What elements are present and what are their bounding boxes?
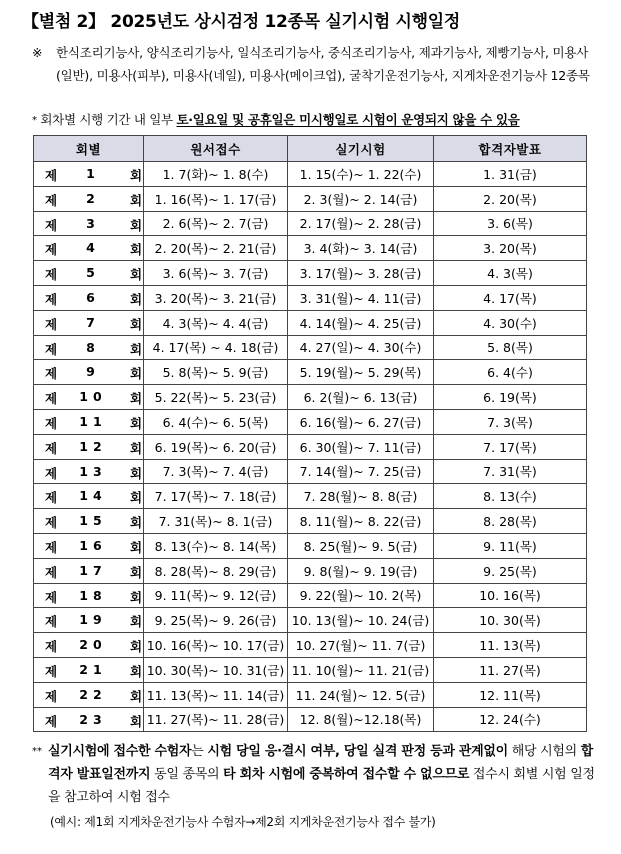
round-suffix: 회 xyxy=(130,341,143,357)
result-date: 3. 6(목) xyxy=(434,211,587,236)
round-prefix: 제 xyxy=(45,316,58,332)
application-period: 10. 30(목)~ 10. 31(금) xyxy=(144,657,288,682)
result-date: 2. 20(목) xyxy=(434,186,587,211)
round-suffix: 회 xyxy=(130,366,143,382)
round-suffix: 회 xyxy=(130,168,143,183)
round-prefix: 제 xyxy=(45,663,58,679)
round-number: 5 xyxy=(86,265,100,281)
round-suffix: 회 xyxy=(130,539,143,555)
application-period: 3. 6(목)~ 3. 7(금) xyxy=(144,261,288,286)
round-number: 6 xyxy=(86,289,100,305)
exam-period: 6. 16(월)~ 6. 27(금) xyxy=(288,409,434,434)
result-date: 1. 31(금) xyxy=(434,162,587,187)
round-suffix: 회 xyxy=(130,267,143,283)
round-suffix: 회 xyxy=(130,639,143,655)
exam-period: 2. 3(월)~ 2. 14(금) xyxy=(288,186,434,211)
application-period: 11. 27(목)~ 11. 28(금) xyxy=(144,707,288,732)
round-suffix: 회 xyxy=(130,217,143,233)
round-suffix: 회 xyxy=(130,663,143,679)
exam-period: 4. 14(월)~ 4. 25(금) xyxy=(288,310,434,335)
table-row xyxy=(34,211,587,236)
application-period: 1. 16(목)~ 1. 17(금) xyxy=(144,186,288,211)
round-suffix: 회 xyxy=(130,391,143,407)
exam-period: 10. 27(월)~ 11. 7(금) xyxy=(288,633,434,658)
round-cell xyxy=(34,335,144,360)
application-period: 5. 8(목)~ 5. 9(금) xyxy=(144,360,288,385)
round-number: 7 xyxy=(86,314,100,330)
double-asterisk-icon: ** xyxy=(32,746,42,757)
table-row xyxy=(34,236,587,261)
exam-period: 3. 17(월)~ 3. 28(금) xyxy=(288,261,434,286)
result-date: 5. 8(목) xyxy=(434,335,587,360)
round-suffix: 회 xyxy=(130,589,143,605)
table-row xyxy=(34,335,587,360)
footnote-part-6: 동일 종목의 xyxy=(150,767,224,782)
footnote-part-1: 실기시험에 접수한 수험자 xyxy=(48,744,192,759)
round-number: 20 xyxy=(79,637,107,653)
example-note: (예시: 제1회 지게차운전기능사 수험자→제2회 지게차운전기능사 접수 불가) xyxy=(50,815,436,829)
result-date: 4. 30(수) xyxy=(434,310,587,335)
round-suffix: 회 xyxy=(130,291,143,307)
table-row xyxy=(34,633,587,658)
round-number: 22 xyxy=(79,686,107,702)
round-suffix: 회 xyxy=(130,192,143,208)
round-prefix: 제 xyxy=(45,490,58,506)
round-cell xyxy=(34,484,144,509)
round-cell xyxy=(34,310,144,335)
round-suffix: 회 xyxy=(130,490,143,506)
round-prefix: 제 xyxy=(45,391,58,407)
round-prefix: 제 xyxy=(45,539,58,555)
exam-period: 11. 24(월)~ 12. 5(금) xyxy=(288,682,434,707)
round-cell xyxy=(34,682,144,707)
round-prefix: 제 xyxy=(45,688,58,704)
header-application: 원서접수 xyxy=(144,136,288,162)
table-row xyxy=(34,558,587,583)
result-date: 8. 13(수) xyxy=(434,484,587,509)
table-row xyxy=(34,533,587,558)
round-cell xyxy=(34,509,144,534)
round-suffix: 회 xyxy=(130,688,143,704)
round-cell xyxy=(34,162,144,187)
application-period: 8. 28(목)~ 8. 29(금) xyxy=(144,558,288,583)
exam-period: 5. 19(월)~ 5. 29(목) xyxy=(288,360,434,385)
round-cell xyxy=(34,360,144,385)
application-period: 7. 3(목)~ 7. 4(금) xyxy=(144,459,288,484)
round-number: 21 xyxy=(79,661,107,677)
table-row xyxy=(34,360,587,385)
round-cell xyxy=(34,583,144,608)
round-number: 3 xyxy=(86,215,100,231)
round-prefix: 제 xyxy=(45,639,58,655)
round-number: 14 xyxy=(79,488,107,504)
round-number: 18 xyxy=(79,587,107,603)
round-prefix: 제 xyxy=(45,415,58,431)
round-suffix: 회 xyxy=(130,316,143,332)
table-row xyxy=(34,509,587,534)
page-title: 【별첨 2】 2025년도 상시검정 12종목 실기시험 시행일정 xyxy=(22,12,461,32)
duplicate-application-footnote xyxy=(32,740,597,809)
round-prefix: 제 xyxy=(45,217,58,233)
round-number: 4 xyxy=(86,240,100,256)
round-number: 19 xyxy=(79,612,107,628)
result-date: 11. 13(목) xyxy=(434,633,587,658)
round-cell xyxy=(34,385,144,410)
footnote-part-4: 해당 시험의 xyxy=(507,744,581,759)
round-number: 23 xyxy=(79,711,107,727)
round-number: 13 xyxy=(79,463,107,479)
round-suffix: 회 xyxy=(130,515,143,531)
footnote-part-5: 합격자 발표일전까지 xyxy=(48,744,593,782)
result-date: 4. 3(목) xyxy=(434,261,587,286)
application-period: 8. 13(수)~ 8. 14(목) xyxy=(144,533,288,558)
target-items-note xyxy=(32,41,597,87)
result-date: 4. 17(목) xyxy=(434,285,587,310)
round-number: 9 xyxy=(86,364,100,380)
table-row xyxy=(34,707,587,732)
exam-period: 10. 13(월)~ 10. 24(금) xyxy=(288,608,434,633)
round-number: 2 xyxy=(86,190,100,206)
application-period: 4. 17(목) ~ 4. 18(금) xyxy=(144,335,288,360)
application-period: 2. 6(목)~ 2. 7(금) xyxy=(144,211,288,236)
round-number: 16 xyxy=(79,537,107,553)
result-date: 10. 30(목) xyxy=(434,608,587,633)
exam-period: 8. 25(월)~ 9. 5(금) xyxy=(288,533,434,558)
round-prefix: 제 xyxy=(45,192,58,208)
result-date: 9. 11(목) xyxy=(434,533,587,558)
exam-period: 4. 27(일)~ 4. 30(수) xyxy=(288,335,434,360)
application-period: 10. 16(목)~ 10. 17(금) xyxy=(144,633,288,658)
round-cell xyxy=(34,236,144,261)
round-prefix: 제 xyxy=(45,341,58,357)
exam-period: 6. 30(월)~ 7. 11(금) xyxy=(288,434,434,459)
round-prefix: 제 xyxy=(45,168,58,183)
holiday-warning-text: 회차별 시행 기간 내 일부 xyxy=(40,112,177,127)
footnote-part-8: 접수시 회별 시험 일정을 참고하여 시험 접수 xyxy=(48,767,595,805)
exam-period: 3. 31(월)~ 4. 11(금) xyxy=(288,285,434,310)
application-period: 11. 13(목)~ 11. 14(금) xyxy=(144,682,288,707)
exam-period: 9. 22(월)~ 10. 2(목) xyxy=(288,583,434,608)
round-suffix: 회 xyxy=(130,242,143,258)
result-date: 3. 20(목) xyxy=(434,236,587,261)
footnote-part-7: 타 회차 시험에 중복하여 접수할 수 없으므로 xyxy=(223,767,470,782)
table-row xyxy=(34,261,587,286)
round-cell xyxy=(34,434,144,459)
result-date: 9. 25(목) xyxy=(434,558,587,583)
header-round: 회별 xyxy=(34,136,144,162)
exam-period: 3. 4(화)~ 3. 14(금) xyxy=(288,236,434,261)
round-cell xyxy=(34,558,144,583)
exam-period: 7. 14(월)~ 7. 25(금) xyxy=(288,459,434,484)
application-period: 7. 17(목)~ 7. 18(금) xyxy=(144,484,288,509)
application-period: 9. 11(목)~ 9. 12(금) xyxy=(144,583,288,608)
table-row xyxy=(34,310,587,335)
round-prefix: 제 xyxy=(45,440,58,456)
round-suffix: 회 xyxy=(130,440,143,456)
asterisk-icon: * xyxy=(32,115,37,126)
round-suffix: 회 xyxy=(130,564,143,580)
round-suffix: 회 xyxy=(130,614,143,630)
round-prefix: 제 xyxy=(45,564,58,580)
result-date: 11. 27(목) xyxy=(434,657,587,682)
round-cell xyxy=(34,186,144,211)
result-date: 8. 28(목) xyxy=(434,509,587,534)
round-cell xyxy=(34,211,144,236)
round-number: 15 xyxy=(79,513,107,529)
holiday-warning xyxy=(32,110,520,128)
round-cell xyxy=(34,409,144,434)
round-number: 1 xyxy=(86,166,100,181)
table-row xyxy=(34,484,587,509)
round-suffix: 회 xyxy=(130,415,143,431)
holiday-warning-emphasis: 토·일요일 및 공휴일은 미시행일로 시험이 운영되지 않을 수 있음 xyxy=(176,112,520,127)
application-period: 1. 7(화)~ 1. 8(수) xyxy=(144,162,288,187)
application-period: 4. 3(목)~ 4. 4(금) xyxy=(144,310,288,335)
result-date: 7. 3(목) xyxy=(434,409,587,434)
table-row xyxy=(34,657,587,682)
round-prefix: 제 xyxy=(45,267,58,283)
application-period: 6. 4(수)~ 6. 5(목) xyxy=(144,409,288,434)
application-period: 5. 22(목)~ 5. 23(금) xyxy=(144,385,288,410)
round-cell xyxy=(34,533,144,558)
round-cell xyxy=(34,608,144,633)
table-row xyxy=(34,186,587,211)
table-row xyxy=(34,583,587,608)
table-row xyxy=(34,434,587,459)
result-date: 10. 16(목) xyxy=(434,583,587,608)
application-period: 9. 25(목)~ 9. 26(금) xyxy=(144,608,288,633)
application-period: 7. 31(목)~ 8. 1(금) xyxy=(144,509,288,534)
round-number: 8 xyxy=(86,339,100,355)
exam-period: 9. 8(월)~ 9. 19(금) xyxy=(288,558,434,583)
result-date: 12. 11(목) xyxy=(434,682,587,707)
application-period: 3. 20(목)~ 3. 21(금) xyxy=(144,285,288,310)
table-row xyxy=(34,162,587,187)
round-cell xyxy=(34,657,144,682)
result-date: 12. 24(수) xyxy=(434,707,587,732)
exam-period: 7. 28(월)~ 8. 8(금) xyxy=(288,484,434,509)
round-suffix: 회 xyxy=(130,465,143,481)
exam-period: 1. 15(수)~ 1. 22(수) xyxy=(288,162,434,187)
round-prefix: 제 xyxy=(45,465,58,481)
footnote-part-2: 는 xyxy=(191,744,208,759)
header-practical-exam: 실기시험 xyxy=(288,136,434,162)
schedule-table xyxy=(33,135,587,732)
table-row xyxy=(34,682,587,707)
footnote-text xyxy=(48,740,597,809)
table-row xyxy=(34,409,587,434)
round-number: 10 xyxy=(79,389,107,405)
result-date: 7. 17(목) xyxy=(434,434,587,459)
round-prefix: 제 xyxy=(45,291,58,307)
round-cell xyxy=(34,261,144,286)
round-number: 17 xyxy=(79,562,107,578)
exam-period: 2. 17(월)~ 2. 28(금) xyxy=(288,211,434,236)
application-period: 6. 19(목)~ 6. 20(금) xyxy=(144,434,288,459)
round-prefix: 제 xyxy=(45,614,58,630)
target-items-text: 한식조리기능사, 양식조리기능사, 일식조리기능사, 중식조리기능사, 제과기능사, 제빵기능사, 미용사(일반), 미용사(피부), 미용사(네일), 미용사(메이크업), 굴착기운전기능사, 지게차운전기능사 12종목 xyxy=(56,45,590,83)
round-prefix: 제 xyxy=(45,589,58,605)
round-prefix: 제 xyxy=(45,366,58,382)
round-cell xyxy=(34,459,144,484)
round-prefix: 제 xyxy=(45,242,58,258)
round-suffix: 회 xyxy=(130,713,143,729)
round-prefix: 제 xyxy=(45,515,58,531)
round-number: 12 xyxy=(79,438,107,454)
table-row xyxy=(34,285,587,310)
round-number: 11 xyxy=(79,413,107,429)
table-row xyxy=(34,608,587,633)
application-period: 2. 20(목)~ 2. 21(금) xyxy=(144,236,288,261)
footnote-part-3: 시험 당일 응·결시 여부, 당일 실격 판정 등과 관계없이 xyxy=(207,744,508,759)
round-cell xyxy=(34,633,144,658)
exam-period: 12. 8(월)~12.18(목) xyxy=(288,707,434,732)
table-header-row xyxy=(34,136,587,162)
round-prefix: 제 xyxy=(45,713,58,729)
exam-period: 6. 2(월)~ 6. 13(금) xyxy=(288,385,434,410)
reference-mark-icon: ※ xyxy=(32,45,43,60)
result-date: 6. 4(수) xyxy=(434,360,587,385)
round-cell xyxy=(34,707,144,732)
result-date: 7. 31(목) xyxy=(434,459,587,484)
header-result-announcement: 합격자발표 xyxy=(434,136,587,162)
result-date: 6. 19(목) xyxy=(434,385,587,410)
table-row xyxy=(34,385,587,410)
exam-period: 11. 10(월)~ 11. 21(금) xyxy=(288,657,434,682)
exam-period: 8. 11(월)~ 8. 22(금) xyxy=(288,509,434,534)
table-row xyxy=(34,459,587,484)
round-cell xyxy=(34,285,144,310)
